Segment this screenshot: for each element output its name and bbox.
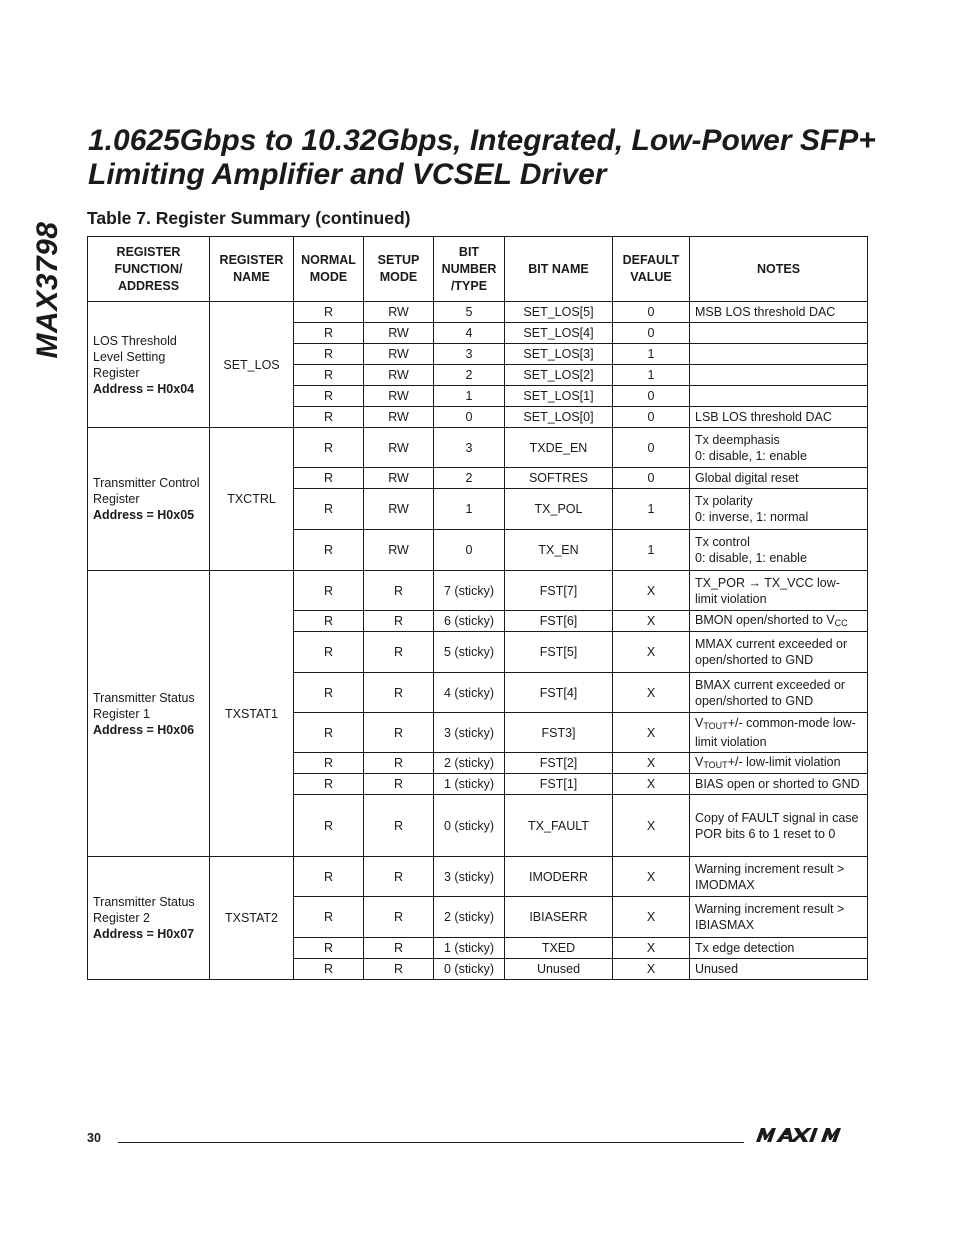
default-value: 0 [613,302,690,323]
bit-number: 2 [434,468,505,489]
normal-mode: R [294,673,364,713]
default-value: 1 [613,365,690,386]
bit-name: SET_LOS[5] [505,302,613,323]
bit-name: SET_LOS[0] [505,407,613,428]
normal-mode: R [294,632,364,673]
notes-prefix: V [695,754,704,769]
setup-mode: R [364,571,434,611]
bit-name: TX_FAULT [505,795,613,857]
notes-text: Tx edge detection [695,941,795,955]
bit-number: 1 (sticky) [434,938,505,959]
setup-mode: RW [364,365,434,386]
bit-number: 7 (sticky) [434,571,505,611]
notes [690,489,868,530]
bit-number: 2 (sticky) [434,897,505,938]
bit-name: FST[6] [505,611,613,632]
setup-mode: R [364,632,434,673]
default-value: 1 [613,489,690,530]
register-function: Transmitter Control Register [93,476,200,506]
normal-mode: R [294,774,364,795]
bit-name: TXED [505,938,613,959]
bit-number: 2 [434,365,505,386]
register-name: TXSTAT2 [210,857,294,980]
setup-mode: RW [364,530,434,571]
register-name: TXSTAT1 [210,571,294,857]
normal-mode: R [294,897,364,938]
default-value: X [613,713,690,753]
normal-mode: R [294,611,364,632]
notes-text: +/- common-mode low-limit violation [695,716,856,749]
table-row [88,571,868,611]
bit-name: IBIASERR [505,897,613,938]
notes-text: Tx control 0: disable, 1: enable [695,535,807,565]
notes [690,365,868,386]
header-normal-mode: NORMAL MODE [294,237,364,302]
bit-name: FST[4] [505,673,613,713]
normal-mode: R [294,571,364,611]
notes-prefix: V [695,716,704,730]
normal-mode: R [294,530,364,571]
notes-text: BMAX current exceeded or open/shorted to GND [695,677,846,708]
normal-mode: R [294,344,364,365]
notes [690,407,868,428]
setup-mode: R [364,713,434,753]
bit-name: FST3] [505,713,613,753]
notes [690,468,868,489]
normal-mode: R [294,323,364,344]
register-address: Address = H0x05 [93,508,195,522]
register-function: Transmitter Status Register 1 [93,690,195,721]
setup-mode: R [364,959,434,980]
bit-name: SET_LOS[2] [505,365,613,386]
setup-mode: R [364,897,434,938]
table-header-row [88,237,868,302]
setup-mode: RW [364,344,434,365]
notes [690,673,868,713]
bit-number: 4 [434,323,505,344]
register-name: SET_LOS [210,302,294,428]
setup-mode: R [364,795,434,857]
page-number: 30 [87,1131,101,1145]
normal-mode: R [294,302,364,323]
default-value: X [613,774,690,795]
normal-mode: R [294,959,364,980]
maxim-logo [754,1125,866,1145]
setup-mode: RW [364,489,434,530]
table-title: Table 7. Register Summary (continued) [87,208,411,228]
setup-mode: R [364,774,434,795]
notes [690,795,868,857]
bit-number: 5 [434,302,505,323]
notes [690,530,868,571]
bit-number: 2 (sticky) [434,753,505,774]
notes [690,959,868,980]
notes-text: MSB LOS threshold DAC [695,305,836,319]
footer-rule [118,1142,744,1143]
notes-subscript: TOUT [703,721,728,731]
notes-text: Tx deemphasis 0: disable, 1: enable [695,432,807,463]
normal-mode: R [294,753,364,774]
notes-text: Global digital reset [695,471,799,485]
bit-number: 1 (sticky) [434,774,505,795]
bit-name: SET_LOS[3] [505,344,613,365]
bit-name: TX_POL [505,489,613,530]
notes [690,344,868,365]
bit-name: SET_LOS[4] [505,323,613,344]
notes [690,428,868,468]
register-function-cell [88,571,210,857]
register-function-cell [88,302,210,428]
register-summary-table [87,236,868,980]
default-value: 1 [613,530,690,571]
default-value: 0 [613,407,690,428]
bit-name: FST[1] [505,774,613,795]
bit-name: TXDE_EN [505,428,613,468]
bit-name: FST[7] [505,571,613,611]
notes [690,857,868,897]
notes-subscript: CC [834,617,848,628]
notes-text: BMON open/shorted to V [695,612,835,627]
bit-number: 1 [434,489,505,530]
header-setup-mode: SETUP MODE [364,237,434,302]
table-row [88,302,868,323]
bit-number: 4 (sticky) [434,673,505,713]
normal-mode: R [294,386,364,407]
setup-mode: RW [364,386,434,407]
normal-mode: R [294,428,364,468]
header-register-name: REGISTER NAME [210,237,294,302]
default-value: 0 [613,428,690,468]
default-value: X [613,897,690,938]
header-notes: NOTES [690,237,868,302]
normal-mode: R [294,365,364,386]
header-bit-name: BIT NAME [505,237,613,302]
setup-mode: R [364,673,434,713]
side-part-number-text: MAX3798 [31,221,64,359]
register-function-cell [88,857,210,980]
side-part-number [26,210,70,370]
bit-number: 0 (sticky) [434,795,505,857]
setup-mode: R [364,938,434,959]
bit-number: 3 [434,428,505,468]
bit-name: FST[2] [505,753,613,774]
notes-text: BIAS open or shorted to GND [695,777,860,791]
normal-mode: R [294,407,364,428]
setup-mode: RW [364,428,434,468]
default-value: 0 [613,386,690,407]
setup-mode: RW [364,407,434,428]
default-value: 0 [613,468,690,489]
setup-mode: R [364,857,434,897]
bit-name: TX_EN [505,530,613,571]
bit-number: 0 [434,407,505,428]
bit-number: 3 [434,344,505,365]
default-value: X [613,795,690,857]
register-function: LOS Threshold Level Setting Register [93,333,177,380]
setup-mode: RW [364,323,434,344]
default-value: X [613,611,690,632]
bit-number: 0 (sticky) [434,959,505,980]
notes-text: MMAX current exceeded or open/shorted to GND [695,637,848,667]
notes-text: Warning increment result > IBIASMAX [695,902,845,932]
notes [690,323,868,344]
setup-mode: R [364,753,434,774]
setup-mode: RW [364,302,434,323]
default-value: X [613,753,690,774]
bit-number: 3 (sticky) [434,713,505,753]
default-value: X [613,632,690,673]
notes [690,632,868,673]
notes [690,302,868,323]
bit-name: SOFTRES [505,468,613,489]
notes [690,938,868,959]
normal-mode: R [294,795,364,857]
bit-number: 1 [434,386,505,407]
table-row [88,428,868,468]
register-name: TXCTRL [210,428,294,571]
register-function: Transmitter Status Register 2 [93,895,195,925]
notes [690,713,868,753]
normal-mode: R [294,489,364,530]
register-address: Address = H0x06 [93,722,195,737]
register-address: Address = H0x07 [93,927,195,941]
default-value: X [613,938,690,959]
bit-name: Unused [505,959,613,980]
notes [690,611,868,632]
default-value: X [613,857,690,897]
notes [690,386,868,407]
normal-mode: R [294,713,364,753]
notes-subscript: TOUT [703,759,728,770]
notes-text: LSB LOS threshold DAC [695,410,832,424]
normal-mode: R [294,938,364,959]
bit-name: SET_LOS[1] [505,386,613,407]
setup-mode: RW [364,468,434,489]
default-value: 0 [613,323,690,344]
default-value: X [613,673,690,713]
notes-text: +/- low-limit violation [727,754,841,769]
notes [690,897,868,938]
setup-mode: R [364,611,434,632]
bit-name: IMODERR [505,857,613,897]
normal-mode: R [294,857,364,897]
bit-number: 0 [434,530,505,571]
register-function-cell [88,428,210,571]
notes-text: Tx polarity 0: inverse, 1: normal [695,494,809,524]
table-row [88,857,868,897]
default-value: 1 [613,344,690,365]
default-value: X [613,959,690,980]
notes-text: TX_POR → TX_VCC low-limit violation [695,575,840,606]
bit-name: FST[5] [505,632,613,673]
header-register-function: REGISTER FUNCTION/ ADDRESS [88,237,210,302]
normal-mode: R [294,468,364,489]
register-address: Address = H0x04 [93,381,195,396]
notes [690,774,868,795]
notes-text: Warning increment result > IMODMAX [695,861,845,892]
header-bit-number: BIT NUMBER /TYPE [434,237,505,302]
header-default-value: DEFAULT VALUE [613,237,690,302]
notes-text: Copy of FAULT signal in case POR bits 6 to 1 reset to 0 [695,810,859,841]
document-title: 1.0625Gbps to 10.32Gbps, Integrated, Low-Power SFP+ Limiting Amplifier and VCSEL Driver [88,124,876,191]
bit-number: 6 (sticky) [434,611,505,632]
default-value: X [613,571,690,611]
notes-text: Unused [695,962,739,976]
notes [690,571,868,611]
notes [690,753,868,774]
bit-number: 5 (sticky) [434,632,505,673]
bit-number: 3 (sticky) [434,857,505,897]
